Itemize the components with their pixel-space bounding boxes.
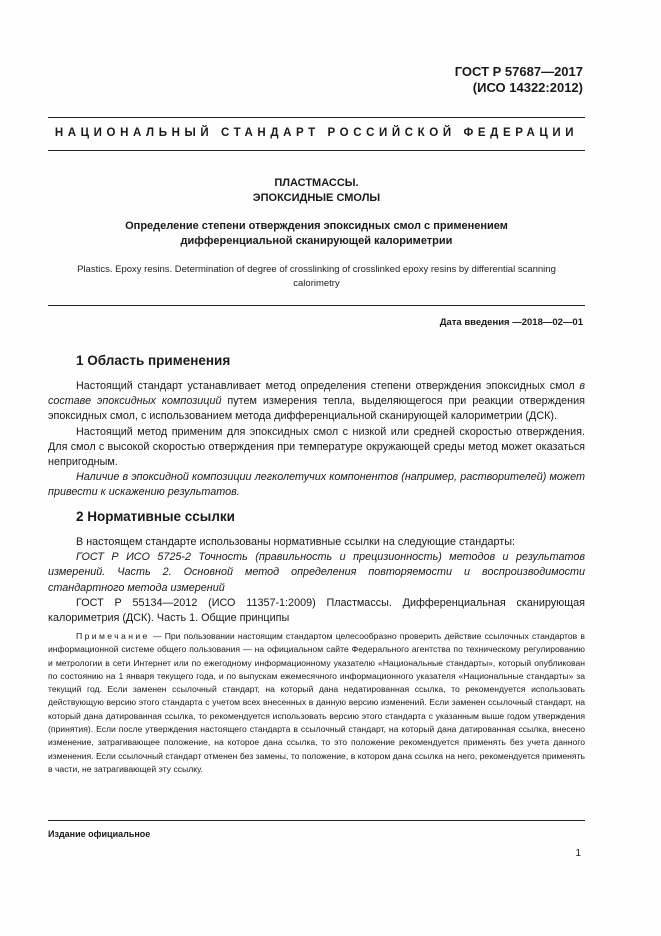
subtitle-line-2: дифференциальной сканирующей калориметрии [180, 235, 453, 247]
national-standard-banner: НАЦИОНАЛЬНЫЙ СТАНДАРТ РОССИЙСКОЙ ФЕДЕРАЦИИ [54, 127, 579, 139]
section-2-body [48, 535, 585, 626]
section-1-paragraph-3: Наличие в эпоксидной композиции легколетучих компонентов (например, растворителей) может привести к искажению результатов. [48, 471, 585, 499]
official-edition-label: Издание официальное [48, 829, 151, 839]
section-1-paragraph-1: Настоящий стандарт устанавливает метод определения степени отверждения эпоксидных смол в составе эпоксидных композиций путем измерения тепла, выделяющегося при реакции отверждения эпоксидных смол, с использованием метода дифференциальной сканирующей калориметрии (ДСК). [48, 380, 585, 423]
english-title [48, 263, 585, 291]
footer-rule [48, 820, 585, 821]
english-title-line-2: calorimetry [293, 278, 340, 289]
top-rule [48, 117, 585, 118]
normative-reference-1: ГОСТ Р ИСО 5725-2 Точность (правильность и прецизионность) методов и результатов измерений. Часть 2. Основной метод определения повторяемости и воспроизводимости стандартного метода измерений [48, 551, 585, 594]
section-1-heading: 1 Область применения [76, 353, 231, 368]
subtitle-line-1: Определение степени отверждения эпоксидных смол с применением [125, 220, 508, 232]
section-1-body [48, 379, 585, 501]
document-title [48, 176, 585, 206]
title-line-2: ЭПОКСИДНЫЕ СМОЛЫ [252, 192, 381, 204]
iso-number: (ИСО 14322:2012) [472, 80, 583, 95]
title-line-1: ПЛАСТМАССЫ. [274, 177, 359, 189]
date-rule [48, 305, 585, 306]
page-number: 1 [575, 848, 581, 859]
section-2-heading: 2 Нормативные ссылки [76, 509, 235, 524]
banner-rule [48, 150, 585, 151]
normative-reference-2: ГОСТ Р 55134—2012 (ИСО 11357-1:2009) Пластмассы. Дифференциальная сканирующая калориметрия (ДСК). Часть 1. Общие принципы [48, 596, 585, 625]
document-subtitle [48, 219, 585, 249]
gost-number: ГОСТ Р 57687—2017 [454, 64, 583, 79]
introduction-date: Дата введения —2018—02—01 [439, 317, 583, 328]
english-title-line-1: Plastics. Epoxy resins. Determination of degree of crosslinking of crosslinked epoxy resins by differential scanning [77, 264, 556, 275]
note-label: Примечание [76, 631, 150, 641]
italic-phrase: в составе эпоксидных композиций [48, 380, 585, 408]
standard-designation [455, 64, 583, 96]
section-1-paragraph-2: Настоящий метод применим для эпоксидных смол с низкой или средней скоростью отверждения. Для смол с высокой скоростью отверждения при температуре окружающей среды метод может оказаться непригодным. [48, 425, 585, 469]
note-block [48, 630, 585, 776]
section-2-paragraph-1: В настоящем стандарте использованы нормативные ссылки на следующие стандарты: [76, 536, 515, 548]
note-text: — При пользовании настоящим стандартом целесообразно проверить действие ссылочных стандартов в информационной системе общего пользования — на официальном сайте Федерального агентства по техническому регулированию и метрологии в сети Интернет или по ежегодному информационному указателю «Национальные стандарты», который опубликован по состоянию на 1 января текущего года, и по выпускам ежемесячного информационного указателя «Национальные стандарты» за текущий год. Если заменен ссылочный стандарт, на который дана недатированная ссылка, то рекомендуется использовать действующую версию этого стандарта с учетом всех внесенных в данную версию изменений. Если заменен ссылочный стандарт, на который дана датированная ссылка, то рекомендуется использовать версию этого стандарта с указанным выше годом утверждения (принятия). Если после утверждения настоящего стандарта в ссылочный стандарт, на который дана датированная ссылка, внесено изменение, затрагивающее положение, на которое дана ссылка, то это положение рекомендуется применять без учета данного изменения. Если ссылочный стандарт отменен без замены, то положение, в котором дана ссылка на него, рекомендуется применять в части, не затрагивающей эту ссылку. [48, 631, 585, 774]
